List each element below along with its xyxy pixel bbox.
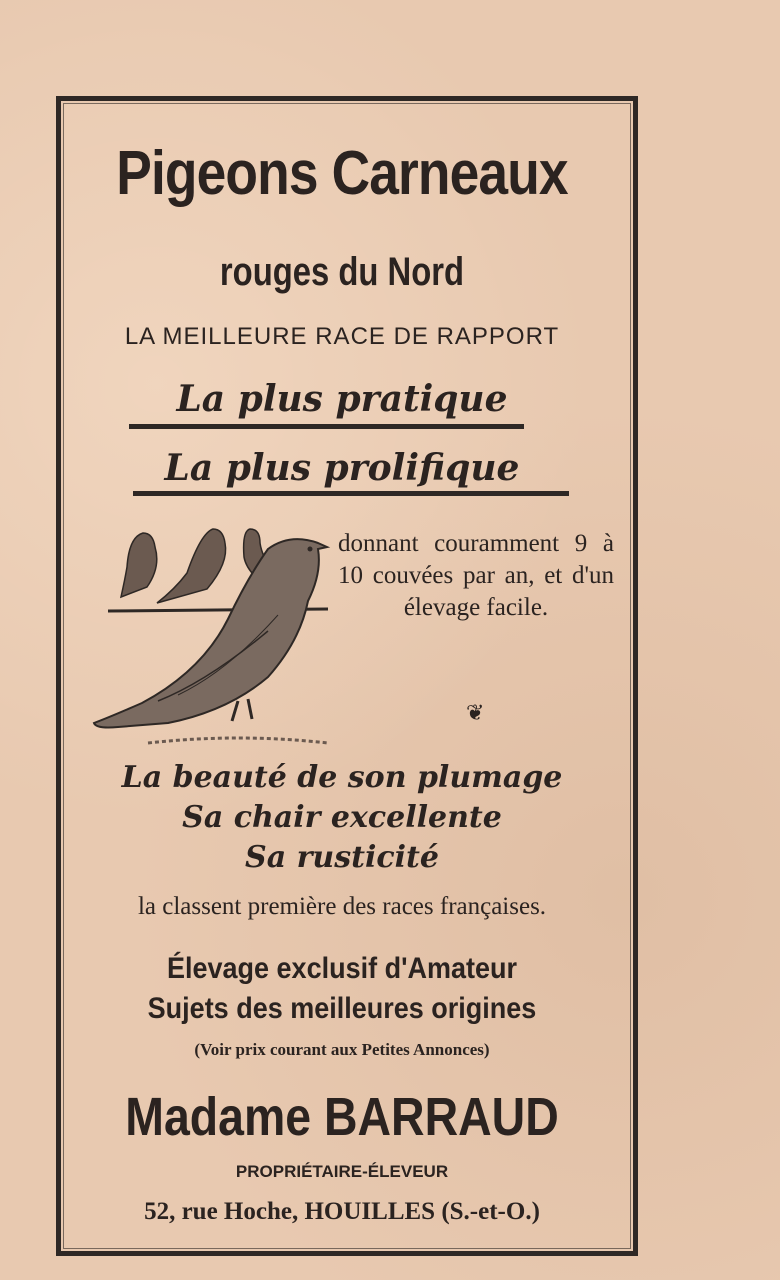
ad-lower-content [61, 0, 623, 1280]
fleuron-ornament-icon: ❦ [466, 700, 485, 725]
breeder-title: PROPRIÉTAIRE-ÉLEVEUR [235, 1162, 449, 1181]
price-note: (Voir prix courant aux Petites Annonces) [194, 1040, 490, 1059]
ranking-text: la classent première des races françaises. [137, 893, 547, 920]
breeding-line: Sujets des meilleures origines [147, 992, 537, 1025]
breeding-line: Élevage exclusif d'Amateur [166, 952, 518, 985]
virtue-rusticite: Sa rusticité [245, 840, 439, 875]
breeder-name: Madame BARRAUD [125, 1087, 559, 1147]
ad-subtitle: rouges du Nord [219, 250, 465, 294]
virtue-plumage: La beauté de son plumage [121, 760, 563, 795]
ad-tagline: LA MEILLEURE RACE DE RAPPORT [124, 323, 560, 350]
breeder-address: 52, rue Hoche, HOUILLES (S.-et-O.) [144, 1198, 540, 1225]
ad-title: Pigeons Carneaux [116, 139, 568, 208]
quality-prolifique: La plus prolifique [164, 447, 520, 489]
virtue-chair: Sa chair excellente [182, 800, 502, 835]
pigeon-description: donnant couramment 9 à 10 couvées par an, et d'un élevage facile. [338, 530, 614, 621]
quality-pratique: La plus pratique [176, 378, 508, 420]
